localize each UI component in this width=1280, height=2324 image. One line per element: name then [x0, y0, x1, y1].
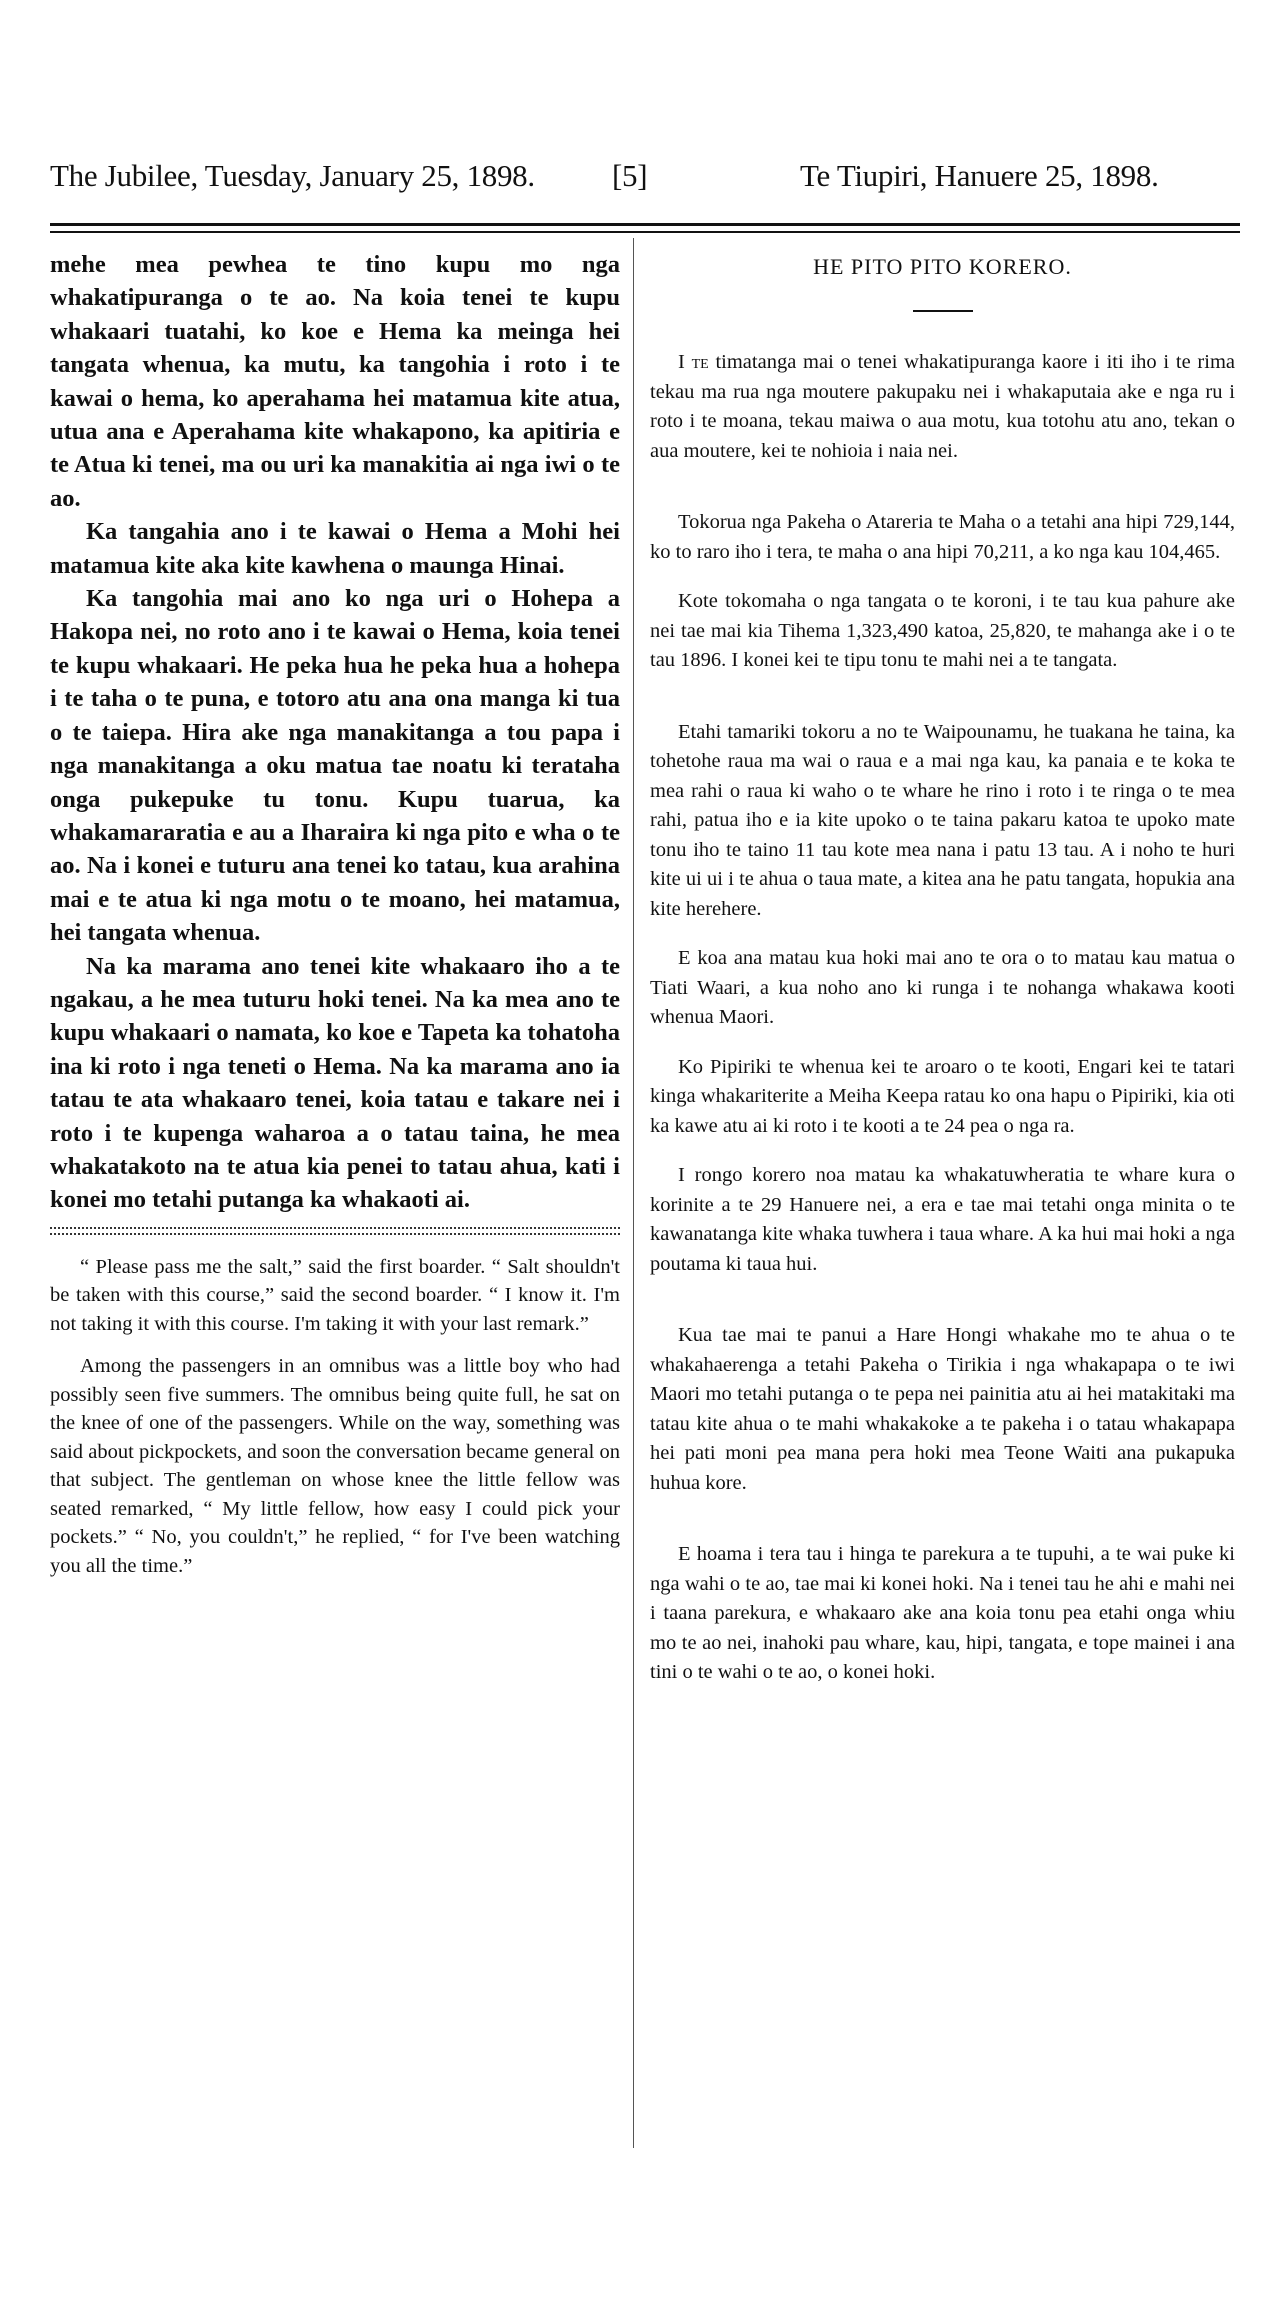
maori-article — [50, 248, 620, 1217]
right-column — [650, 248, 1235, 1708]
title-rule — [913, 310, 973, 312]
news-paragraph: Ko Pipiriki te whenua kei te aroaro o te kooti, Engari kei te tatari kinga whakariterite a Meiha Keepa ratau ko ona hapu o Pipiriki, kia oti ka kawe atu ai ki roto i te kooti a te 24 pea o nga ra. — [650, 1055, 1235, 1137]
header-rule-bottom — [50, 231, 1240, 233]
article-paragraph: Na ka marama ano tenei kite whakaaro iho a te ngakau, a he mea tuturu hoki tenei. Na ka mea ano te kupu whakaari o namata, ko koe e Tapeta ka tohatoha ina ki roto i nga teneti o Hema. Na ka marama ano ia tatau te ata whakaaro tenei, koia tatau e takare nei i roto i te kupenga waharoa a o tatau taina, he mea whakatakoto na te atua kia penei to tatau ahua, kati i konei mo tetahi putanga ka whakaoti ai. — [50, 952, 620, 1214]
news-paragraph — [650, 348, 1235, 466]
article-paragraph: Ka tangohia mai ano ko nga uri o Hohepa a Hakopa nei, no roto ano i te kawai o Hema, koia tenei te kupu whakaari. He peka hua he peka hua a hohepa i te taha o te puna, e totoro atu ana ona manga ki tua o te taiepa. Hira ake nga manakitanga a tou papa i nga manakitanga a oku matua tae noatu ki terataha onga pukepuke tu tonu. Kupu tuarua, ka whakamararatia e au a Iharaira ki nga pito e wha o te ao. Na i konei e tuturu ana tenei ko tatau, kua arahina mai e te atua ki nga motu o te moano, hei matamua, hei tangata whenua. — [50, 585, 620, 947]
news-paragraph: Kote tokomaha o nga tangata o te koroni, i te tau kua pahure ake nei tae mai kia Tihema 1,323,490 katoa, 25,820, te mahanga ake i o te tau 1896. I konei kei te tipu tonu te mahi nei a te tangata. — [650, 590, 1235, 671]
news-paragraph: Tokorua nga Pakeha o Atareria te Maha o a tetahi ana hipi 729,144, ko to raro iho i tera, te maha o ana hipi 70,211, a ko nga kau 104,465. — [650, 511, 1235, 563]
news-paragraph: Etahi tamariki tokoru a no te Waipounamu, he tuakana he taina, ka tohetohe raua ma wai o raua e a mai nga kau, ka panaia e te koka te mea rahi o raua ki waho o te whare he rino i roto i te ringa o te mea rahi, patua iho e ia kite upoko o te taina pakaru katoa te upoko mate tonu iho te taino 11 tau kote mea nana i patu 13 tau. A i noho te huri kite ui ui i te ahua o taua mate, a kitea ana he patu tangata, hopukia ana kite herehere. — [650, 720, 1235, 920]
anecdote-paragraph: “ Please pass me the salt,” said the first boarder. “ Salt shouldn't be taken with this course,” said the second boarder. “ I know it. I'm not taking it with this course. I'm taking it with your last remark.” — [50, 1255, 620, 1335]
header-rule-top — [50, 223, 1240, 226]
english-anecdotes — [50, 1253, 620, 1581]
news-paragraph: I rongo korero noa matau ka whakatuwheratia te whare kura o korinite a te 29 Hanuere nei, a era e tae mai tetahi onga minita o te kawanatanga kite whaka tuwhera i taua whare. A ka hui mai hoki a nga poutama ki taua hui. — [650, 1164, 1235, 1275]
article-paragraph: Ka tangahia ano i te kawai o Hema a Mohi hei matamua kite aka kite kawhena o maunga Hinai. — [50, 518, 620, 579]
news-paragraph: E koa ana matau kua hoki mai ano te ora o to matau kau matua o Tiati Waari, a kua noho ano ki runga i te nohanga whakawa kooti whenua Maori. — [650, 947, 1235, 1028]
lead-in: I te — [678, 351, 709, 373]
news-paragraph: Kua tae mai te panui a Hare Hongi whakahe mo te ahua o te whakahaerenga a tetahi Pakeha o Tirikia i nga whakapapa o te iwi Maori mo tetahi putanga o te pepa nei painitia atu ai hei matakitaki ma tatau kite ahua o te mahi whakakoke a te pakeha i o tatau whakapapa hei pati moni pea mana pera hoki mea Teone Waiti ana pukapuka huhua kore. — [650, 1324, 1235, 1494]
anecdote-paragraph: Among the passengers in an omnibus was a little boy who had possibly seen five summers. The omnibus being quite full, he sat on the knee of one of the passengers. While on the way, something was said about pickpockets, and soon the conversation became general on that subject. The gentleman on whose knee the little fellow was seated remarked, “ My little fellow, how easy I could pick your pockets.” “ No, you couldn't,” he replied, “ for I've been watching you all the time.” — [50, 1355, 620, 1577]
header-title-english: The Jubilee, Tuesday, January 25, 1898. — [50, 158, 535, 193]
news-paragraph: E hoama i tera tau i hinga te parekura a te tupuhi, a te wai puke ki nga wahi o te ao, tae mai ki konei hoki. Na i tenei tau he ahi e mahi nei i taana parekura, e whakaaro ake ana koia tonu pea etahi onga whiu mo te ao nei, inahoki pau whare, kau, hipi, tangata, e tope mainei i ana tini o te wahi o te ao, o konei hoki. — [650, 1543, 1235, 1683]
paragraph-text: timatanga mai o tenei whakatipuranga kaore i iti iho i te rima tekau ma rua nga moutere pakupaku nei i whakaputaia ake e nga ru i roto i te moana, tekau maiwa o aua motu, kua totohu atu ano, tekan o aua moutere, kei te nohioia i naia nei. — [650, 351, 1235, 462]
news-items — [650, 348, 1235, 1688]
section-title: HE PITO PITO KORERO. — [813, 254, 1072, 279]
page-number: [5] — [612, 158, 648, 193]
left-column — [50, 248, 620, 1594]
column-divider — [633, 238, 634, 2148]
header-title-maori: Te Tiupiri, Hanuere 25, 1898. — [800, 158, 1159, 193]
article-paragraph: mehe mea pewhea te tino kupu mo nga whakatipuranga o te ao. Na koia tenei te kupu whakaari tuatahi, ko koe e Hema ka meinga hei tangata whenua, ka mutu, ka tangohia i roto i te kawai o hema, ko aperahama hei matamua kite atua, utua ana e Aperahama kite whakapono, ka apitiria e te Atua ki tenei, ma ou uri ka manakitia ai nga iwi o te ao. — [50, 251, 620, 512]
section-separator — [50, 1227, 620, 1235]
